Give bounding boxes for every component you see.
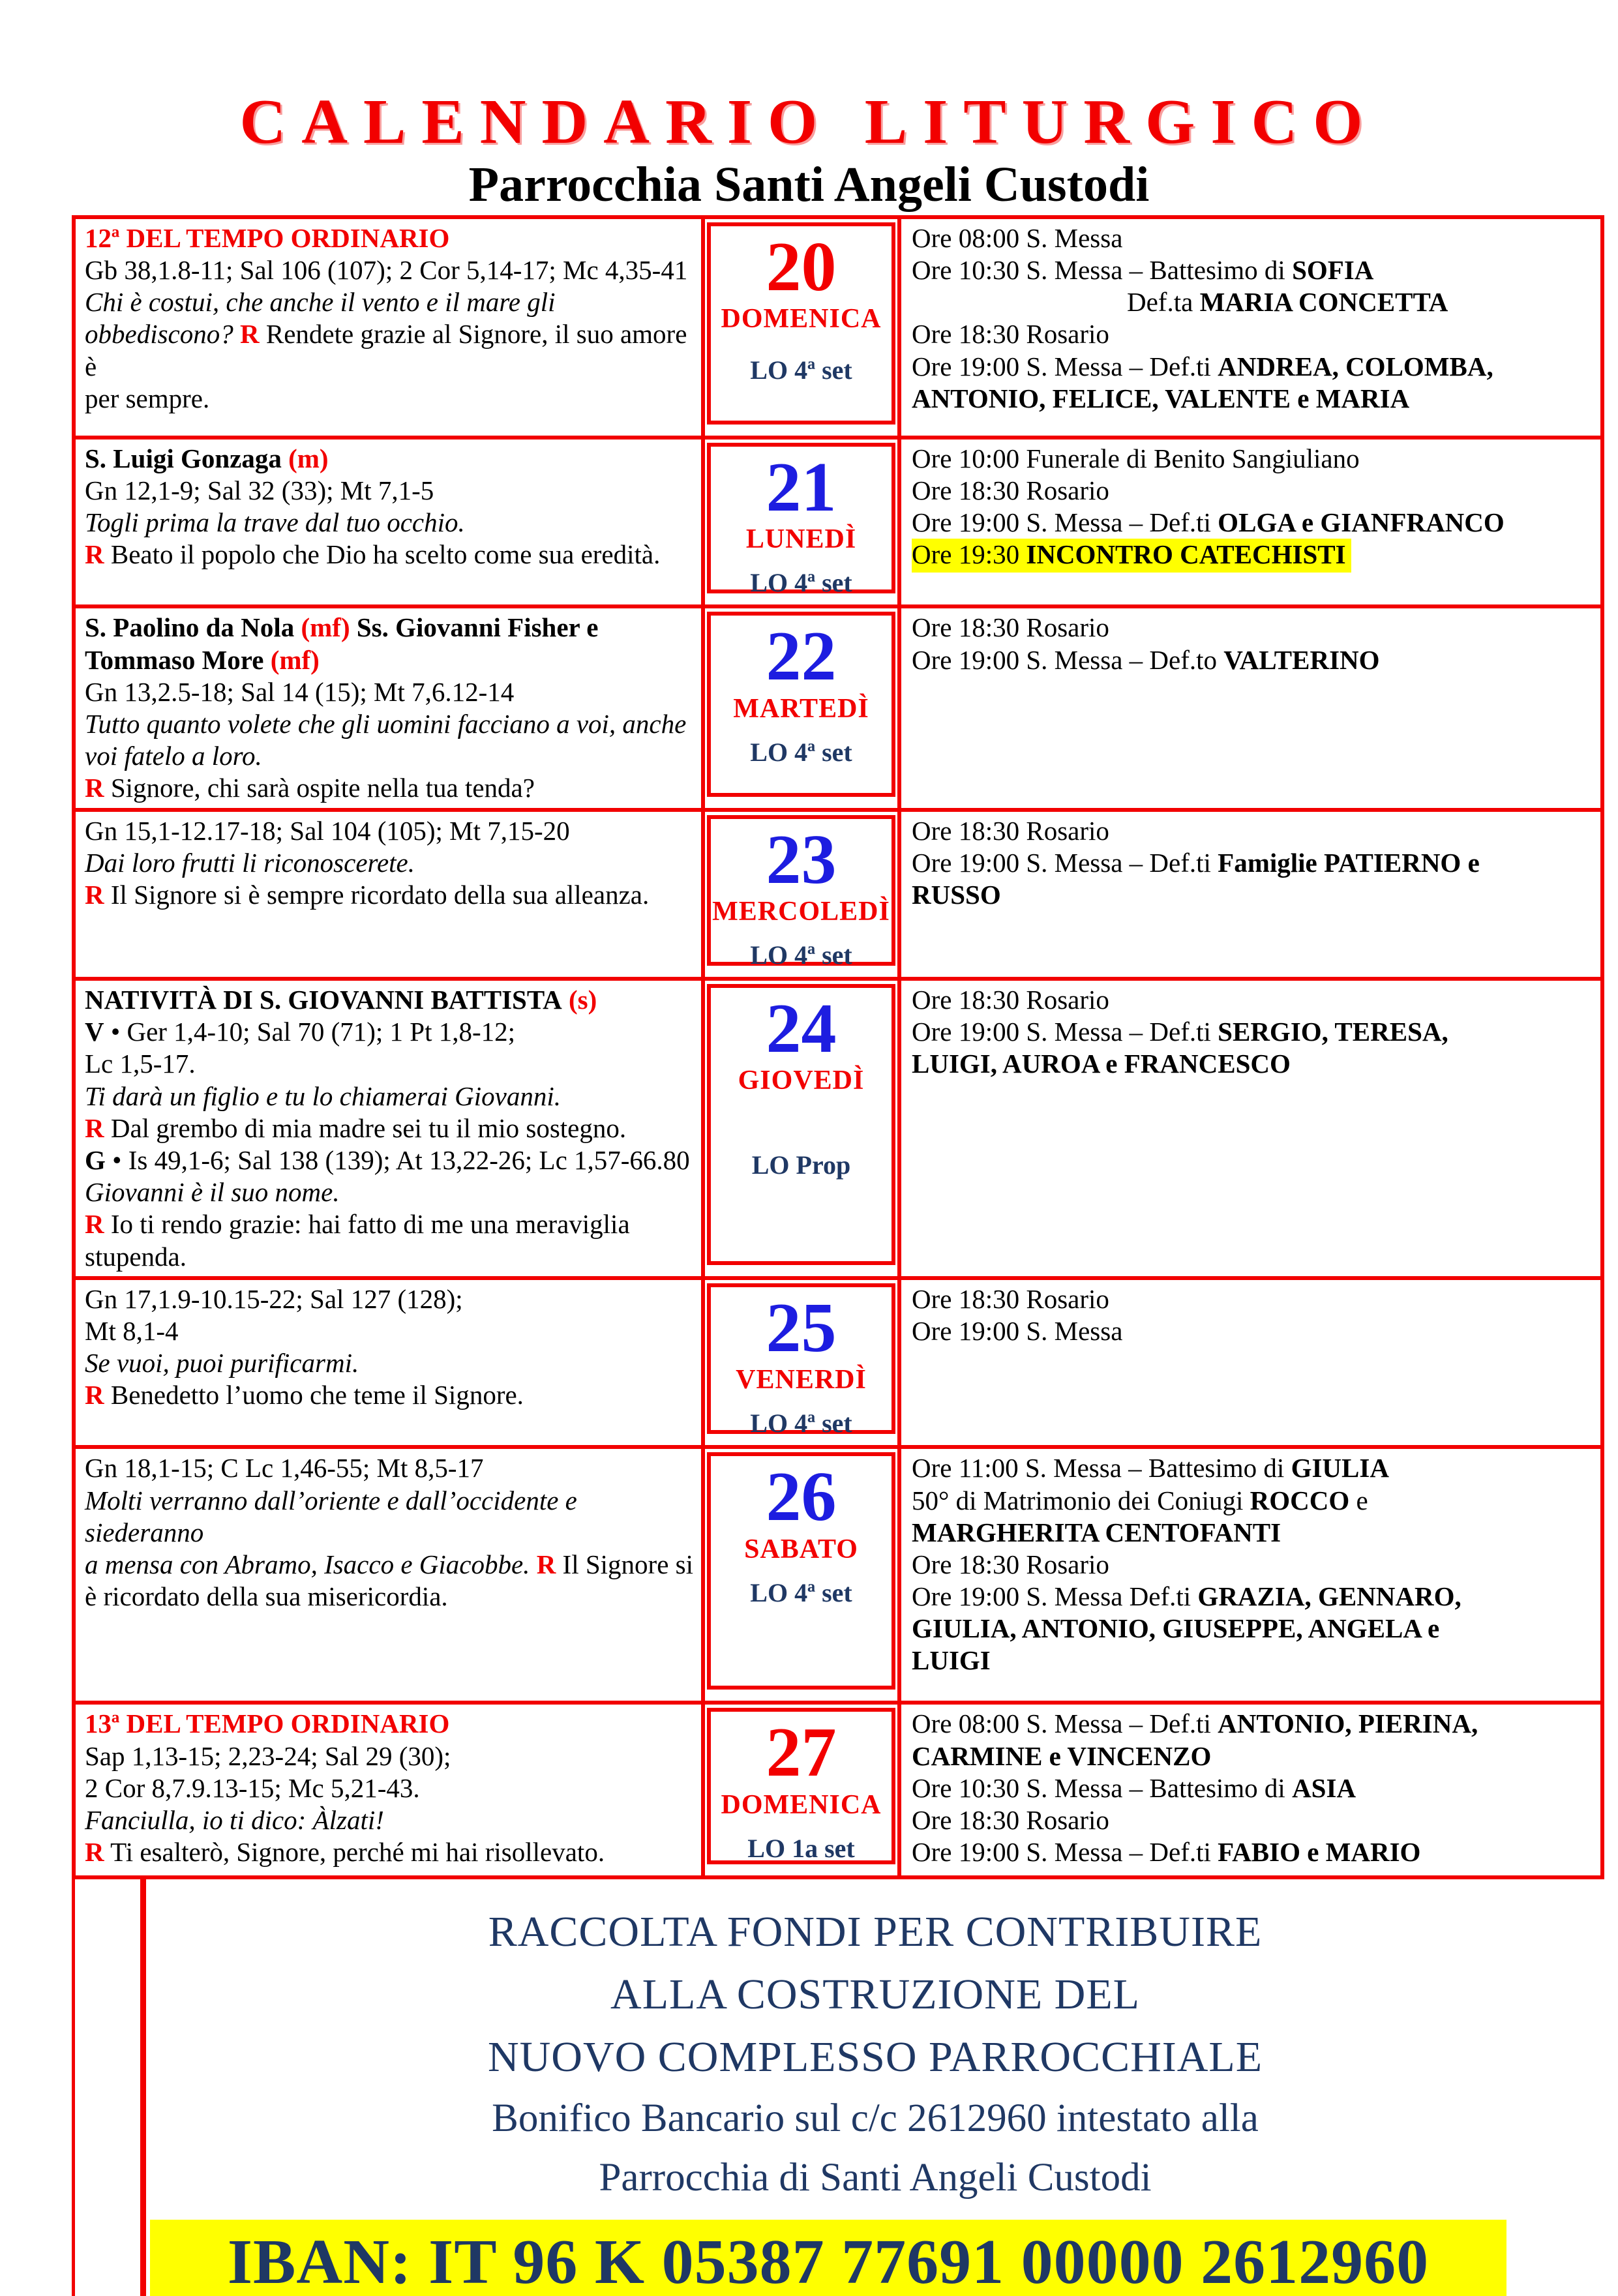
liturgy-hours-label: LO 4ª set [750, 940, 852, 970]
day-row-24 [76, 981, 1600, 1280]
schedule-line: Ore 19:00 S. Messa – Def.to VALTERINO [912, 644, 1380, 675]
schedule-cell [897, 219, 1600, 436]
reading-line: NATIVITÀ DI S. GIOVANNI BATTISTA (s) [85, 985, 597, 1015]
schedule-line: ANTONIO, FELICE, VALENTE e MARIA [912, 383, 1410, 413]
day-name: DOMENICA [721, 1789, 882, 1820]
reading-line: Ti darà un figlio e tu lo chiamerai Giovanni. [85, 1081, 562, 1111]
day-number: 21 [766, 448, 837, 526]
day-cell [705, 1280, 897, 1446]
reading-line: Sap 1,13-15; 2,23-24; Sal 29 (30); [85, 1740, 451, 1771]
schedule-line: MARGHERITA CENTOFANTI [912, 1517, 1281, 1547]
day-box [707, 984, 895, 1265]
page-title: CALENDARIO LITURGICO [239, 87, 1379, 157]
reading-line: Gb 38,1.8-11; Sal 106 (107); 2 Cor 5,14-17; Mc 4,35-41 [85, 254, 688, 285]
reading-line: Gn 12,1-9; Sal 32 (33); Mt 7,1-5 [85, 475, 434, 505]
schedule-line: Ore 18:30 Rosario [912, 815, 1109, 846]
reading-line: 2 Cor 8,7.9.13-15; Mc 5,21-43. [85, 1772, 420, 1803]
reading-line: per sempre. [85, 383, 210, 413]
schedule-line: Ore 19:00 S. Messa Def.ti GRAZIA, GENNARO, [912, 1581, 1461, 1612]
schedule-line: CARMINE e VINCENZO [912, 1740, 1212, 1771]
reading-line: è ricordato della sua misericordia. [85, 1581, 448, 1612]
reading-line: Chi è costui, che anche il vento e il mare gli [85, 287, 556, 318]
reading-line: Fanciulla, io ti dico: Àlzati! [85, 1804, 384, 1835]
schedule-line: Ore 18:30 Rosario [912, 319, 1109, 350]
schedule-line: RUSSO [912, 879, 1001, 910]
liturgy-hours-label: LO 4ª set [750, 1409, 852, 1439]
schedule-cell [897, 981, 1600, 1276]
readings-cell [76, 1280, 705, 1446]
footer-line: RACCOLTA FONDI PER CONTRIBUIRE [488, 1908, 1263, 1956]
schedule-line: Ore 10:30 S. Messa – Battesimo di SOFIA [912, 254, 1374, 285]
schedule-cell [897, 440, 1600, 605]
day-box [707, 1708, 895, 1864]
reading-line: G • Is 49,1-6; Sal 138 (139); At 13,22-26; Lc 1,57-66.80 [85, 1145, 690, 1176]
day-name: DOMENICA [721, 304, 882, 335]
reading-line: Tutto quanto volete che gli uomini facciano a voi, anche [85, 708, 687, 739]
day-cell [705, 1705, 897, 1875]
day-number: 23 [766, 820, 837, 899]
reading-line: S. Paolino da Nola (mf) Ss. Giovanni Fisher e [85, 612, 599, 643]
reading-line: Mt 8,1-4 [85, 1315, 179, 1346]
day-number: 24 [766, 990, 837, 1068]
reading-line: obbediscono? R Rendete grazie al Signore, il suo amore è [85, 319, 687, 381]
schedule-line: Ore 19:00 S. Messa – Def.ti SERGIO, TERESA, [912, 1017, 1448, 1047]
reading-line: Gn 18,1-15; C Lc 1,46-55; Mt 8,5-17 [85, 1453, 484, 1483]
day-box [707, 1452, 895, 1690]
reading-line: R Signore, chi sarà ospite nella tua tenda? [85, 773, 535, 803]
schedule-line: Ore 19:30 INCONTRO CATECHISTI [912, 539, 1594, 572]
schedule-line: Ore 18:30 Rosario [912, 1283, 1109, 1314]
reading-line: R Il Signore si è sempre ricordato della sua alleanza. [85, 879, 650, 910]
reading-line: V • Ger 1,4-10; Sal 70 (71); 1 Pt 1,8-12; [85, 1017, 516, 1047]
reading-line: R Io ti rendo grazie: hai fatto di me una meraviglia [85, 1209, 630, 1240]
reading-line: Tommaso More (mf) [85, 644, 320, 675]
day-number: 26 [766, 1458, 837, 1536]
schedule-line: Ore 11:00 S. Messa – Battesimo di GIULIA [912, 1453, 1389, 1483]
schedule-cell [897, 1280, 1600, 1446]
liturgy-hours-label: LO 4ª set [750, 355, 852, 385]
day-row-26 [76, 1449, 1600, 1705]
footer-line: ALLA COSTRUZIONE DEL [610, 1971, 1140, 2019]
reading-line: Lc 1,5-17. [85, 1049, 196, 1079]
iban-banner: IBAN: IT 96 K 05387 77691 00000 2612960 [150, 2220, 1506, 2296]
day-number: 27 [766, 1714, 837, 1792]
day-cell [705, 440, 897, 605]
footer-line: Bonifico Bancario sul c/c 2612960 intestato alla [492, 2096, 1259, 2141]
footer-line: Parrocchia di Santi Angeli Custodi [599, 2156, 1152, 2200]
footer-lines [166, 1908, 1585, 2200]
schedule-line: Ore 19:00 S. Messa – Def.ti OLGA e GIANFRANCO [912, 507, 1505, 538]
schedule-line: 50° di Matrimonio dei Coniugi ROCCO e [912, 1485, 1368, 1515]
day-row-25 [76, 1280, 1600, 1450]
day-cell [705, 219, 897, 436]
readings-cell [76, 219, 705, 436]
reading-line: Dai loro frutti li riconoscerete. [85, 847, 415, 878]
day-row-21 [76, 440, 1600, 609]
day-name: LUNEDÌ [745, 524, 857, 555]
day-box [707, 222, 895, 425]
calendar-table [72, 215, 1604, 1880]
footer-line: NUOVO COMPLESSO PARROCCHIALE [487, 2033, 1263, 2081]
reading-line: a mensa con Abramo, Isacco e Giacobbe. R Il Signore si [85, 1549, 693, 1579]
reading-line: R Benedetto l’uomo che teme il Signore. [85, 1380, 524, 1410]
reading-line: 13ª DEL TEMPO ORDINARIO [85, 1708, 450, 1739]
reading-line: S. Luigi Gonzaga (m) [85, 443, 329, 473]
readings-cell [76, 1449, 705, 1701]
reading-line: Molti verranno dall’oriente e dall’occidente e siederanno [85, 1485, 577, 1547]
readings-cell [76, 812, 705, 977]
liturgy-hours-label: LO 4ª set [750, 568, 852, 598]
schedule-line: Ore 18:30 Rosario [912, 1804, 1109, 1835]
liturgy-hours-label: LO 4ª set [750, 1577, 852, 1607]
day-box [707, 1283, 895, 1439]
day-name: GIOVEDÌ [738, 1066, 865, 1096]
page-subtitle: Parrocchia Santi Angeli Custodi [468, 157, 1150, 212]
schedule-line: Ore 10:00 Funerale di Benito Sangiuliano [912, 443, 1360, 473]
day-name: SABATO [744, 1534, 858, 1564]
day-name: VENERDÌ [736, 1365, 867, 1395]
reading-line: Giovanni è il suo nome. [85, 1177, 340, 1208]
day-row-20 [76, 219, 1600, 440]
fundraising-section [72, 1879, 1604, 2296]
schedule-line: Ore 10:30 S. Messa – Battesimo di ASIA [912, 1772, 1356, 1803]
day-cell [705, 981, 897, 1276]
day-number: 22 [766, 618, 837, 696]
day-cell [705, 1449, 897, 1701]
reading-line: voi fatelo a loro. [85, 741, 262, 771]
day-cell [705, 812, 897, 977]
day-row-22 [76, 608, 1600, 811]
reading-line: Gn 17,1.9-10.15-22; Sal 127 (128); [85, 1283, 463, 1314]
schedule-cell [897, 1449, 1600, 1701]
reading-line: Se vuoi, puoi purificarmi. [85, 1348, 359, 1379]
schedule-cell [897, 608, 1600, 807]
schedule-line: Ore 08:00 S. Messa [912, 222, 1123, 253]
schedule-cell [897, 1705, 1600, 1875]
readings-cell [76, 981, 705, 1276]
day-row-23 [76, 812, 1600, 981]
reading-line: Gn 13,2.5-18; Sal 14 (15); Mt 7,6.12-14 [85, 676, 515, 707]
reading-line: Togli prima la trave dal tuo occhio. [85, 507, 465, 538]
schedule-line: Def.ta MARIA CONCETTA [1127, 287, 1448, 318]
readings-cell [76, 608, 705, 807]
reading-line: 12ª DEL TEMPO ORDINARIO [85, 222, 450, 253]
liturgy-hours-label: LO 4ª set [750, 737, 852, 767]
day-name: MERCOLEDÌ [712, 896, 890, 927]
day-name: MARTEDÌ [733, 693, 869, 724]
schedule-line: Ore 18:30 Rosario [912, 985, 1109, 1015]
reading-line: R Ti esalterò, Signore, perché mi hai risollevato. [85, 1837, 605, 1868]
fundraising-text [140, 1879, 1604, 2296]
schedule-line: GIULIA, ANTONIO, GIUSEPPE, ANGELA e [912, 1613, 1440, 1644]
reading-line: stupenda. [85, 1241, 187, 1272]
day-number: 25 [766, 1289, 837, 1367]
schedule-line: Ore 18:30 Rosario [912, 612, 1109, 643]
day-row-27 [76, 1705, 1600, 1875]
schedule-line: Ore 18:30 Rosario [912, 475, 1109, 505]
reading-line: Gn 15,1-12.17-18; Sal 104 (105); Mt 7,15-20 [85, 815, 570, 846]
readings-cell [76, 440, 705, 605]
liturgy-hours-label: LO 1a set [747, 1833, 855, 1863]
day-number: 20 [766, 228, 837, 306]
schedule-line: Ore 08:00 S. Messa – Def.ti ANTONIO, PIERINA, [912, 1708, 1478, 1739]
schedule-cell [897, 812, 1600, 977]
day-cell [705, 608, 897, 807]
reading-line: R Dal grembo di mia madre sei tu il mio sostegno. [85, 1112, 627, 1143]
schedule-line: LUIGI [912, 1645, 991, 1676]
schedule-line: Ore 19:00 S. Messa – Def.ti Famiglie PATIERNO e [912, 847, 1480, 878]
reading-line: R Beato il popolo che Dio ha scelto come sua eredità. [85, 539, 661, 570]
schedule-line: Ore 19:00 S. Messa – Def.ti ANDREA, COLOMBA, [912, 351, 1493, 381]
schedule-line: Ore 19:00 S. Messa [912, 1315, 1123, 1346]
liturgy-hours-label: LO Prop [751, 1150, 851, 1180]
schedule-line: Ore 18:30 Rosario [912, 1549, 1109, 1579]
schedule-line: LUIGI, AUROA e FRANCESCO [912, 1049, 1291, 1079]
readings-cell [76, 1705, 705, 1875]
day-box [707, 612, 895, 796]
day-box [707, 815, 895, 970]
schedule-line: Ore 19:00 S. Messa – Def.ti FABIO e MARIO [912, 1837, 1421, 1868]
day-box [707, 443, 895, 598]
